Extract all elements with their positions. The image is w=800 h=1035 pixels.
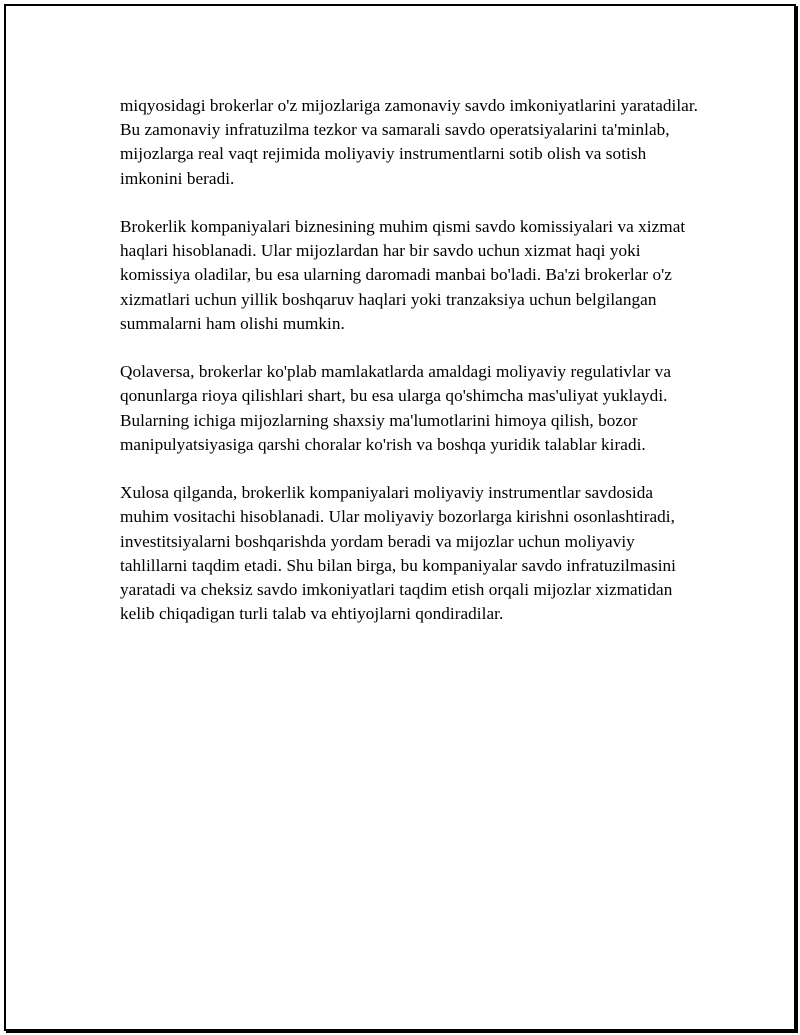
- paragraph-2: Brokerlik kompaniyalari biznesining muhim qismi savdo komissiyalari va xizmat haqlari hisoblanadi. Ular mijozlardan har bir savdo uchun xizmat haqi yoki komissiya oladilar, bu esa ularning daromadi manbai bo'ladi. Ba'zi brokerlar o'z xizmatlari uchun yillik boshqaruv haqlari yoki tranzaksiya uchun belgilangan summalarni ham olishi mumkin.: [120, 217, 686, 333]
- paragraph-1: miqyosidagi brokerlar o'z mijozlariga zamonaviy savdo imkoniyatlarini yaratadilar. Bu zamonaviy infratuzilma tezkor va samarali savdo operatsiyalarini ta'minlab, mijozlarga real vaqt rejimida moliyaviy instrumentlarni sotib olish va sotish imkonini beradi.: [120, 96, 699, 188]
- paragraph-4: Xulosa qilganda, brokerlik kompaniyalari moliyaviy instrumentlar savdosida muhim vositachi hisoblanadi. Ular moliyaviy bozorlarga kirishni osonlashtiradi, investitsiyalarni boshqarishda yordam beradi va mijozlar uchun moliyaviy tahlillarni taqdim etadi. Shu bilan birga, bu kompaniyalar savdo infratuzilmasini yaratadi va cheksiz savdo imkoniyatlari taqdim etish orqali mijozlar xizmatidan kelib chiqadigan turli talab va ehtiyojlarni qondiradilar.: [120, 483, 676, 624]
- document-page: [4, 4, 796, 1031]
- document-body: [120, 94, 700, 651]
- paragraph-3: Qolaversa, brokerlar ko'plab mamlakatlarda amaldagi moliyaviy regulativlar va qonunlarga rioya qilishlari shart, bu esa ularga qo'shimcha mas'uliyat yuklaydi. Bularning ichiga mijozlarning shaxsiy ma'lumotlarini himoya qilish, bozor manipulyatsiyasiga qarshi choralar ko'rish va boshqa yuridik talablar kiradi.: [120, 362, 672, 454]
